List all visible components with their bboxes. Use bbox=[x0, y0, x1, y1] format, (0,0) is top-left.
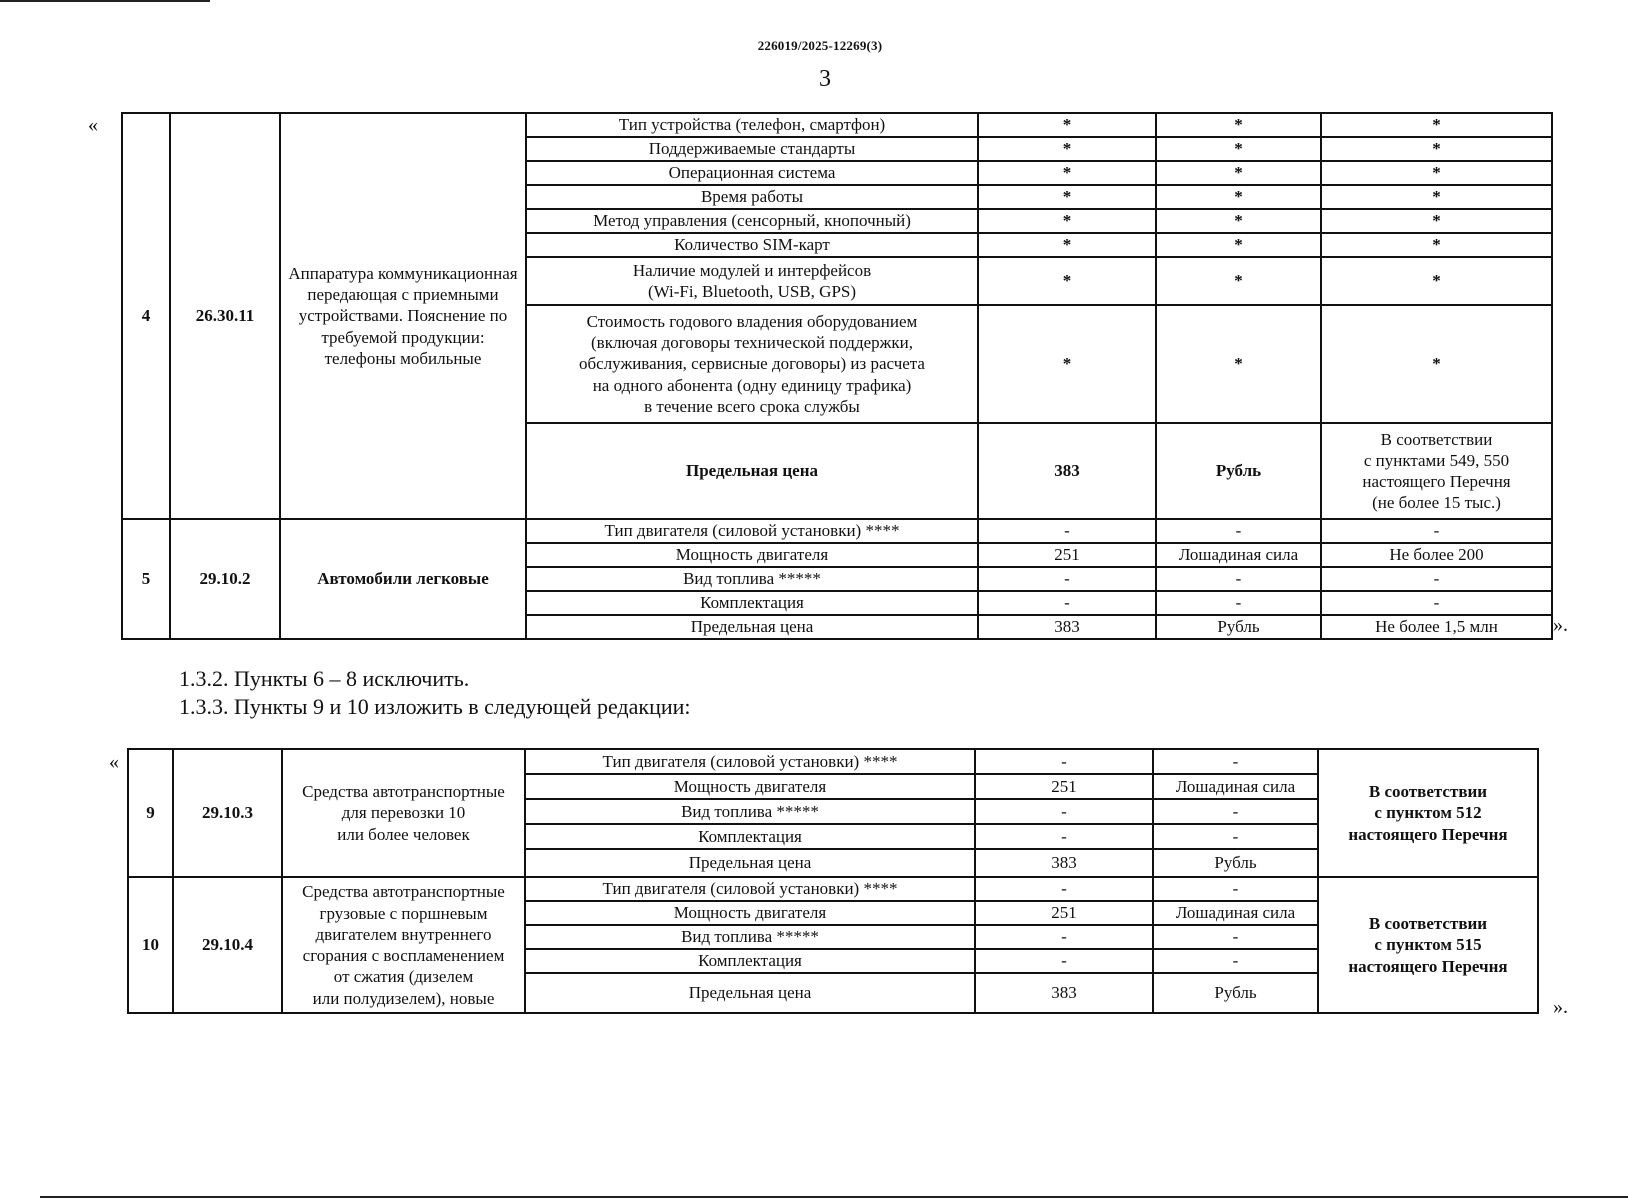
characteristic-label: Количество SIM-карт bbox=[526, 233, 978, 257]
unit-cell: - bbox=[1153, 925, 1318, 949]
value-cell: * bbox=[978, 137, 1156, 161]
characteristic-label: Комплектация bbox=[526, 591, 978, 615]
value-cell: * bbox=[978, 233, 1156, 257]
value-cell: 383 bbox=[975, 973, 1153, 1013]
value-cell: * bbox=[978, 161, 1156, 185]
value-cell: 383 bbox=[978, 423, 1156, 519]
unit-cell: Рубль bbox=[1156, 615, 1321, 639]
unit-cell: * bbox=[1156, 113, 1321, 137]
table-items-4-5 bbox=[121, 112, 1553, 640]
unit-cell: Лошадиная сила bbox=[1156, 543, 1321, 567]
limit-cell: * bbox=[1321, 185, 1552, 209]
characteristic-label: Тип устройства (телефон, смартфон) bbox=[526, 113, 978, 137]
unit-cell: Лошадиная сила bbox=[1153, 774, 1318, 799]
value-cell: - bbox=[978, 519, 1156, 543]
characteristic-label: Тип двигателя (силовой установки) **** bbox=[525, 877, 975, 901]
close-quote-1: ». bbox=[1553, 614, 1568, 636]
product-name: Автомобили легковые bbox=[280, 519, 526, 639]
unit-cell: * bbox=[1156, 305, 1321, 423]
limit-cell: - bbox=[1321, 591, 1552, 615]
row-number: 9 bbox=[128, 749, 173, 877]
characteristic-label: Комплектация bbox=[525, 949, 975, 973]
characteristic-label: Операционная система bbox=[526, 161, 978, 185]
limit-note: В соответствии с пунктом 515 настоящего Перечня bbox=[1318, 877, 1538, 1013]
unit-cell: * bbox=[1156, 209, 1321, 233]
value-cell: - bbox=[975, 877, 1153, 901]
document-number: 226019/2025-12269(3) bbox=[757, 38, 883, 53]
characteristic-label: Тип двигателя (силовой установки) **** bbox=[526, 519, 978, 543]
value-cell: 251 bbox=[975, 774, 1153, 799]
limit-cell: * bbox=[1321, 137, 1552, 161]
unit-cell: - bbox=[1156, 519, 1321, 543]
value-cell: * bbox=[978, 185, 1156, 209]
product-name: Средства автотранспортные грузовые с поршневым двигателем внутреннего сгорания с воспламенением от сжатия (дизелем или полудизелем), новые bbox=[282, 877, 525, 1013]
characteristic-label: Вид топлива ***** bbox=[525, 799, 975, 824]
limit-cell: * bbox=[1321, 305, 1552, 423]
unit-cell: - bbox=[1153, 799, 1318, 824]
scan-edge-bottom bbox=[40, 1196, 1628, 1198]
limit-note: В соответствии с пунктом 512 настоящего Перечня bbox=[1318, 749, 1538, 877]
unit-cell: Рубль bbox=[1153, 973, 1318, 1013]
value-cell: - bbox=[978, 591, 1156, 615]
limit-cell: * bbox=[1321, 113, 1552, 137]
unit-cell: - bbox=[1156, 567, 1321, 591]
open-quote-1: « bbox=[88, 114, 98, 136]
unit-cell: - bbox=[1153, 949, 1318, 973]
limit-cell: Не более 1,5 млн bbox=[1321, 615, 1552, 639]
page-number: 3 bbox=[819, 66, 831, 92]
characteristic-label: Вид топлива ***** bbox=[525, 925, 975, 949]
limit-cell: - bbox=[1321, 519, 1552, 543]
characteristic-label: Время работы bbox=[526, 185, 978, 209]
okpd-code: 29.10.4 bbox=[173, 877, 282, 1013]
characteristic-label: Предельная цена bbox=[525, 973, 975, 1013]
row-number: 10 bbox=[128, 877, 173, 1013]
value-cell: - bbox=[975, 949, 1153, 973]
characteristic-label: Мощность двигателя bbox=[525, 774, 975, 799]
characteristic-label: Мощность двигателя bbox=[525, 901, 975, 925]
unit-cell: - bbox=[1153, 877, 1318, 901]
unit-cell: Лошадиная сила bbox=[1153, 901, 1318, 925]
table-items-9-10 bbox=[127, 748, 1539, 1014]
characteristic-label: Предельная цена bbox=[526, 423, 978, 519]
unit-cell: * bbox=[1156, 161, 1321, 185]
scan-edge-top bbox=[0, 0, 210, 2]
product-name: Средства автотранспортные для перевозки 10 или более человек bbox=[282, 749, 525, 877]
limit-cell: * bbox=[1321, 209, 1552, 233]
unit-cell: * bbox=[1156, 185, 1321, 209]
okpd-code: 29.10.3 bbox=[173, 749, 282, 877]
limit-cell: * bbox=[1321, 257, 1552, 305]
characteristic-label: Стоимость годового владения оборудованием (включая договоры технической поддержки, обслуживания, сервисные договоры) из расчета на одного абонента (одну единицу трафика) в течение всего срока службы bbox=[526, 305, 978, 423]
value-cell: * bbox=[978, 257, 1156, 305]
value-cell: - bbox=[975, 799, 1153, 824]
characteristic-label: Метод управления (сенсорный, кнопочный) bbox=[526, 209, 978, 233]
characteristic-label: Комплектация bbox=[525, 824, 975, 849]
characteristic-label: Предельная цена bbox=[526, 615, 978, 639]
okpd-code: 26.30.11 bbox=[170, 113, 280, 519]
limit-cell: * bbox=[1321, 233, 1552, 257]
characteristic-label: Вид топлива ***** bbox=[526, 567, 978, 591]
value-cell: 383 bbox=[978, 615, 1156, 639]
value-cell: * bbox=[978, 113, 1156, 137]
value-cell: - bbox=[975, 749, 1153, 774]
unit-cell: - bbox=[1156, 591, 1321, 615]
unit-cell: Рубль bbox=[1156, 423, 1321, 519]
unit-cell: * bbox=[1156, 257, 1321, 305]
value-cell: - bbox=[978, 567, 1156, 591]
open-quote-2: « bbox=[109, 751, 119, 773]
limit-cell: В соответствии с пунктами 549, 550 настоящего Перечня (не более 15 тыс.) bbox=[1321, 423, 1552, 519]
characteristic-label: Поддерживаемые стандарты bbox=[526, 137, 978, 161]
unit-cell: - bbox=[1153, 749, 1318, 774]
value-cell: 251 bbox=[978, 543, 1156, 567]
value-cell: * bbox=[978, 209, 1156, 233]
characteristic-label: Предельная цена bbox=[525, 849, 975, 877]
limit-cell: * bbox=[1321, 161, 1552, 185]
close-quote-2: ». bbox=[1553, 996, 1568, 1018]
characteristic-label: Мощность двигателя bbox=[526, 543, 978, 567]
value-cell: - bbox=[975, 824, 1153, 849]
limit-cell: - bbox=[1321, 567, 1552, 591]
unit-cell: * bbox=[1156, 137, 1321, 161]
product-name: Аппаратура коммуникационная передающая с приемными устройствами. Пояснение по требуемой продукции: телефоны мобильные bbox=[280, 113, 526, 519]
characteristic-label: Тип двигателя (силовой установки) **** bbox=[525, 749, 975, 774]
row-number: 5 bbox=[122, 519, 170, 639]
value-cell: 383 bbox=[975, 849, 1153, 877]
value-cell: * bbox=[978, 305, 1156, 423]
value-cell: - bbox=[975, 925, 1153, 949]
limit-cell: Не более 200 bbox=[1321, 543, 1552, 567]
paragraph-1-3-3: 1.3.3. Пункты 9 и 10 изложить в следующей редакции: bbox=[179, 694, 691, 719]
characteristic-label: Наличие модулей и интерфейсов (Wi-Fi, Bluetooth, USB, GPS) bbox=[526, 257, 978, 305]
paragraph-1-3-2: 1.3.2. Пункты 6 – 8 исключить. bbox=[179, 666, 470, 691]
unit-cell: Рубль bbox=[1153, 849, 1318, 877]
unit-cell: * bbox=[1156, 233, 1321, 257]
row-number: 4 bbox=[122, 113, 170, 519]
unit-cell: - bbox=[1153, 824, 1318, 849]
okpd-code: 29.10.2 bbox=[170, 519, 280, 639]
value-cell: 251 bbox=[975, 901, 1153, 925]
